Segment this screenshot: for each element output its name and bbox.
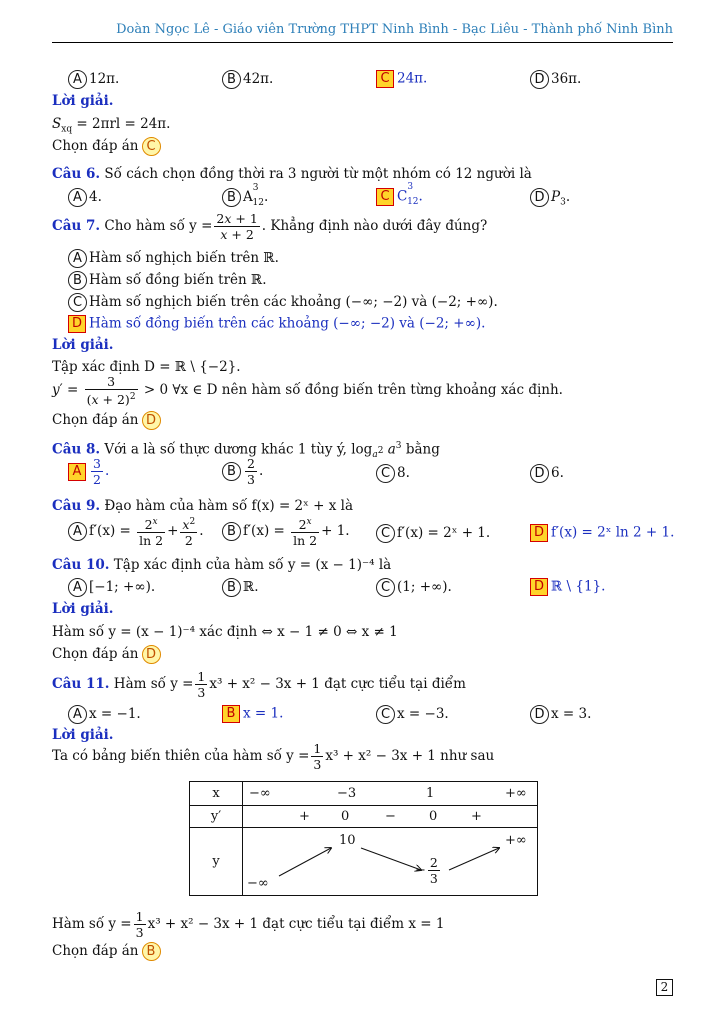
q7-option-d[interactable]: D Hàm số đồng biến trên các khoảng (−∞; −2) và (−2; +∞).	[68, 315, 485, 333]
solution-label: Lời giải.	[52, 93, 114, 109]
q10-option-d[interactable]: D ℝ \ {1}.	[530, 578, 605, 596]
q5-option-a[interactable]: A 12π.	[68, 70, 119, 89]
answer-circle: C	[142, 137, 161, 156]
q5-option-d[interactable]: D 36π.	[530, 70, 581, 89]
q7-option-c[interactable]: C Hàm số nghịch biến trên các khoảng (−∞; −2) và (−2; +∞).	[68, 293, 498, 312]
q8-question: Câu 8. Với a là số thực dương khác 1 tùy ý, $\log_{a^2} a^3$ bằng	[52, 441, 440, 461]
q5-option-c[interactable]: C 24π.	[376, 70, 427, 88]
option-circle: D	[530, 70, 549, 89]
vt-y-values: −∞ 10 − $\frac{2}{3}$ +∞	[243, 828, 538, 896]
q7-question: Câu 7. Cho hàm số y = $\frac{2x + 1}{x + 2}$ . Khẳng định nào dưới đây đúng?	[52, 211, 488, 242]
answer-box: C	[376, 70, 394, 88]
q7-domain: Tập xác định D = ℝ \ {−2}.	[52, 359, 241, 375]
vt-yp-values: + 0 − 0 +	[243, 806, 538, 828]
q6-option-c[interactable]: C $C^3_{12}$.	[376, 188, 423, 207]
q11-question: Câu 11. Hàm số y = $\frac{1}{3}$ x³ + x² − 3x + 1 đạt cực tiểu tại điểm	[52, 669, 466, 700]
q5-option-b[interactable]: B 42π.	[222, 70, 273, 89]
q6-option-d[interactable]: D $P_3$.	[530, 188, 570, 208]
q11-option-b[interactable]: B x = 1.	[222, 705, 283, 723]
q6-option-b[interactable]: B $A^3_{12}$.	[222, 188, 268, 208]
vt-y-label: y	[190, 828, 243, 896]
variation-table	[189, 781, 538, 896]
q11-table-intro: Ta có bảng biến thiên của hàm số y = $\frac{1}{3}$ x³ + x² − 3x + 1 như sau	[52, 741, 495, 772]
vt-yp-label: y′	[190, 806, 243, 828]
q7-option-b[interactable]: B Hàm số đồng biến trên ℝ.	[68, 271, 267, 290]
q7-option-a[interactable]: A Hàm số nghịch biến trên ℝ.	[68, 249, 279, 268]
q9-option-b[interactable]: B f′(x) = $\frac{2^x}{\ln 2}$ + 1.	[222, 515, 350, 548]
q10-option-b[interactable]: B ℝ.	[222, 578, 259, 597]
q10-question: Câu 10. Tập xác định của hàm số y = (x − 1)⁻⁴ là	[52, 557, 392, 573]
q8-option-b[interactable]: B $\frac{2}{3}$ .	[222, 456, 263, 487]
q11-conclusion: Hàm số y = $\frac{1}{3}$ x³ + x² − 3x + 1 đạt cực tiểu tại điểm x = 1	[52, 909, 445, 940]
q9-option-a[interactable]: A f′(x) = $\frac{2^x}{\ln 2}$ + $\frac{x^2}{2}$ .	[68, 515, 204, 548]
solution-label: Lời giải.	[52, 601, 114, 617]
q9-option-d[interactable]: D f′(x) = 2ˣ ln 2 + 1.	[530, 524, 674, 542]
page-header: Doàn Ngọc Lê - Giáo viên Trường THPT Ninh Bình - Bạc Liêu - Thành phố Ninh Bình	[52, 22, 673, 43]
solution-label: Lời giải.	[52, 727, 114, 743]
q5-choose: Chọn đáp án C	[52, 137, 161, 156]
q9-option-c[interactable]: C f′(x) = 2ˣ + 1.	[376, 524, 490, 543]
q6-question: Câu 6. Số cách chọn đồng thời ra 3 người từ một nhóm có 12 người là	[52, 166, 532, 182]
q5-formula: $S_{xq} = 2\pi rl = 24\pi$.	[52, 116, 171, 135]
option-circle: A	[68, 70, 87, 89]
vt-arrows	[243, 828, 535, 896]
vt-x-values: −∞ −3 1 +∞	[243, 782, 538, 806]
q11-option-a[interactable]: A x = −1.	[68, 705, 141, 724]
q10-choose: Chọn đáp án D	[52, 645, 161, 664]
vt-x-label: x	[190, 782, 243, 806]
q9-question: Câu 9. Đạo hàm của hàm số f(x) = 2ˣ + x là	[52, 498, 354, 514]
q10-option-c[interactable]: C (1; +∞).	[376, 578, 452, 597]
page-number: 2	[656, 979, 673, 996]
q11-option-d[interactable]: D x = 3.	[530, 705, 591, 724]
option-circle: B	[222, 70, 241, 89]
q11-option-c[interactable]: C x = −3.	[376, 705, 449, 724]
solution-label: Lời giải.	[52, 337, 114, 353]
q8-option-c[interactable]: C 8.	[376, 464, 410, 483]
q11-choose: Chọn đáp án B	[52, 942, 161, 961]
q6-option-a[interactable]: A 4.	[68, 188, 102, 207]
q8-option-a[interactable]: A $\frac{3}{2}$ .	[68, 456, 109, 487]
q8-option-d[interactable]: D 6.	[530, 464, 564, 483]
q10-option-a[interactable]: A [−1; +∞).	[68, 578, 155, 597]
vt-min-value: − $\frac{2}{3}$	[415, 855, 438, 886]
q7-derivative: y′ = $\frac{3}{(x + 2)^2}$ > 0 ∀x ∈ D nên hàm số đồng biến trên từng khoảng xác định.	[52, 374, 563, 408]
q10-solution: Hàm số y = (x − 1)⁻⁴ xác định ⇔ x − 1 ≠ 0 ⇔ x ≠ 1	[52, 624, 398, 640]
q7-choose: Chọn đáp án D	[52, 411, 161, 430]
